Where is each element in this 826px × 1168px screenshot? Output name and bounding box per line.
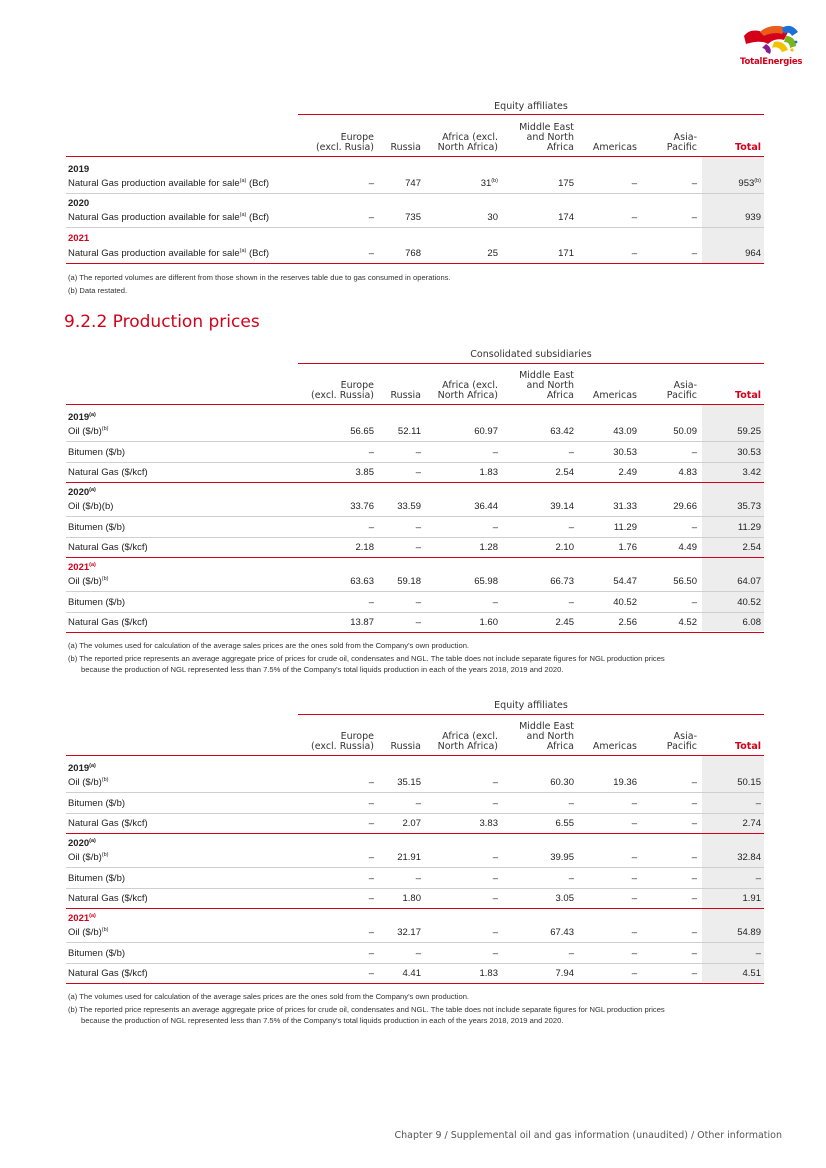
table-equity-affiliates-prices: Equity affiliates Europe (excl. Russia) Russia Africa (excl. North Africa) Middle East and North Africa Americas Asia- Pacific Total 2019$^{(a)}$ Oil ($/b)$^{(b)}$ – 35.15 – 60.30 19.36 – 50.15 Bitumen ($/b) – – – – – – – Natural Gas ($/kcf) – 2.07 3.83 6.55 – – 2.74 2020$^{(a)}$ Oil ($/b)$^{(b)}$ – 21.91 – 39.95 – – 32.84 Bitumen ($/b) – – – – – – – Natural Gas ($/kcf) – 1.80 – 3.05 – – 1.91 2021$^{(a)}$ Oil ($/b)$^{(b)}$ – 32.17 – 67.43 – – 54.89 Bitumen ($/b) – – – – – – – Natural Gas ($/kcf) – 4.41 1.83 7.94 – – 4.51: [66, 697, 764, 987]
col-header-asia-pacific: Asia- Pacific: [666, 132, 697, 153]
total-column-shade: [702, 156, 764, 263]
footnote: because the production of NGL represented less than 7.5% of the Company's total liquids production in each of the years 2018, 2019 and 2020.: [81, 1016, 564, 1025]
col-header-middle-east: Middle East and North Africa: [519, 370, 574, 401]
col-header-asia-pacific: Asia- Pacific: [666, 380, 697, 401]
col-header-americas: Americas: [592, 142, 637, 153]
col-header-africa: Africa (excl. North Africa): [437, 380, 498, 401]
total-column-shade: [702, 755, 764, 982]
group-divider: [298, 114, 764, 115]
group-divider: [298, 363, 764, 364]
table-group-title: Consolidated subsidiaries: [470, 349, 592, 360]
table-group-title: Equity affiliates: [494, 101, 568, 112]
table-equity-affiliates-gas: Equity affiliates Europe (excl. Rusia) Russia Africa (excl. North Africa) Middle East and North Africa Americas Asia- Pacific Total 2019 Natural Gas production available for sale$^{(a)}$ (Bcf) – 747 31$^{(b)}$ 175 – – 953$^{(b)}$ 2020 Natural Gas production available for sale$^{(a)}$ (Bcf) – 735 30 174 – – 939 2021 Natural Gas production available for sale$^{(a)}$ (Bcf) – 768 25 171 – – 964: [66, 98, 764, 268]
section-heading: 9.2.2 Production prices: [64, 312, 260, 332]
year-label: 2020$^{(a)}$: [68, 837, 96, 849]
col-header-russia: Russia: [390, 390, 421, 401]
col-header-russia: Russia: [390, 142, 421, 153]
col-header-middle-east: Middle East and North Africa: [519, 721, 574, 752]
col-header-americas: Americas: [592, 741, 637, 752]
year-label: 2021$^{(a)}$: [68, 912, 96, 924]
year-label: 2021: [68, 233, 90, 244]
year-label: 2020$^{(a)}$: [68, 486, 96, 498]
header-divider: [66, 755, 764, 756]
footnote: (b) Data restated.: [68, 286, 128, 295]
page-footer: Chapter 9 / Supplemental oil and gas information (unaudited) / Other information: [394, 1130, 782, 1141]
header-divider: [66, 156, 764, 157]
header-divider: [66, 404, 764, 405]
year-label: 2021$^{(a)}$: [68, 561, 96, 573]
col-header-europe: Europe (excl. Rusia): [315, 132, 374, 153]
year-label: 2019$^{(a)}$: [68, 762, 96, 774]
col-header-russia: Russia: [390, 741, 421, 752]
footnote: (a) The volumes used for calculation of the average sales prices are the ones sold from the Company's own production.: [68, 992, 470, 1001]
brand-name: TotalEnergies: [740, 57, 803, 67]
footnote: (a) The reported volumes are different from those shown in the reserves table due to gas consumed in operations.: [68, 273, 451, 282]
footnote: (a) The volumes used for calculation of the average sales prices are the ones sold from the Company's own production.: [68, 641, 470, 650]
col-header-asia-pacific: Asia- Pacific: [666, 731, 697, 752]
year-label: 2020: [68, 198, 90, 209]
col-header-total: Total: [735, 142, 761, 153]
col-header-americas: Americas: [592, 390, 637, 401]
group-divider: [298, 714, 764, 715]
col-header-africa: Africa (excl. North Africa): [437, 132, 498, 153]
col-header-total: Total: [735, 741, 761, 752]
col-header-africa: Africa (excl. North Africa): [437, 731, 498, 752]
footnote: (b) The reported price represents an average aggregate price of prices for crude oil, condensates and NGL. The table does not include separate figures for NGL production prices: [68, 654, 665, 663]
year-label: 2019$^{(a)}$: [68, 411, 96, 423]
col-header-middle-east: Middle East and North Africa: [519, 122, 574, 153]
col-header-europe: Europe (excl. Russia): [310, 731, 374, 752]
col-header-total: Total: [735, 390, 761, 401]
footnote: because the production of NGL represented less than 7.5% of the Company's total liquids production in each of the years 2018, 2019 and 2020.: [81, 665, 564, 674]
table-group-title: Equity affiliates: [494, 700, 568, 711]
table-consolidated-prices: Consolidated subsidiaries Europe (excl. Russia) Russia Africa (excl. North Africa) Middle East and North Africa Americas Asia- Pacific Total 2019$^{(a)}$ Oil ($/b)$^{(b)}$ 56.65 52.11 60.97 63.42 43.09 50.09 59.25 Bitumen ($/b) – – – – 30.53 – 30.53 Natural Gas ($/kcf) 3.85 – 1.83 2.54 2.49 4.83 3.42 2020$^{(a)}$ Oil ($/b)(b) 33.76 33.59 36.44 39.14 31.33 29.66 35.73 Bitumen ($/b) – – – – 11.29 – 11.29 Natural Gas ($/kcf) 2.18 – 1.28 2.10 1.76 4.49 2.54 2021$^{(a)}$ Oil ($/b)$^{(b)}$ 63.63 59.18 65.98 66.73 54.47 56.50 64.07 Bitumen ($/b) – – – – 40.52 – 40.52 Natural Gas ($/kcf) 13.87 – 1.60 2.45 2.56 4.52 6.08: [66, 346, 764, 636]
year-label: 2019: [68, 164, 90, 175]
col-header-europe: Europe (excl. Russia): [310, 380, 374, 401]
footnote: (b) The reported price represents an average aggregate price of prices for crude oil, condensates and NGL. The table does not include separate figures for NGL production prices: [68, 1005, 665, 1014]
